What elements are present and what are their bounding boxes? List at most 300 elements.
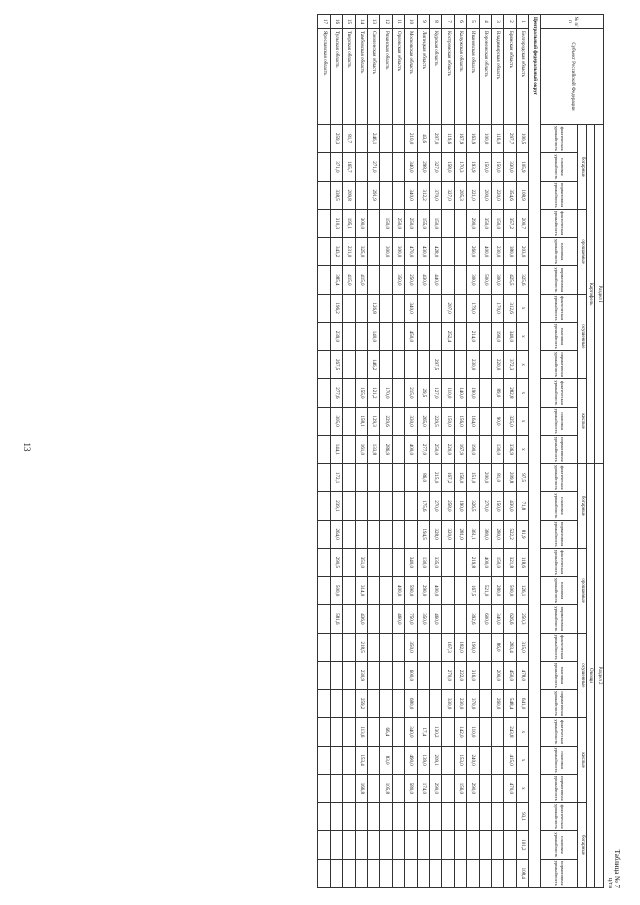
table-cell	[343, 379, 355, 407]
table-cell	[429, 294, 441, 322]
table-cell	[392, 633, 404, 661]
table-cell	[405, 464, 417, 492]
table-cell: 170,0	[380, 379, 392, 407]
table-cell	[417, 803, 429, 831]
table-cell	[479, 859, 491, 888]
table-cell: x	[516, 379, 528, 407]
row-number: 17	[318, 15, 330, 29]
header-group-kislye: кислые	[578, 718, 587, 803]
header-metric-plan: плановая урожайность	[541, 492, 578, 520]
table-cell: 215,0	[429, 464, 441, 492]
table-cell	[442, 238, 454, 266]
table-cell	[343, 718, 355, 746]
table-cell: 222,0	[454, 661, 466, 689]
row-number: 7	[442, 15, 454, 29]
table-cell: 175,6	[417, 492, 429, 520]
table-cell: 205,3	[454, 181, 466, 209]
header-no: № п/п	[541, 15, 604, 29]
rotated-document	[20, 12, 620, 892]
table-cell	[479, 831, 491, 859]
table-caption	[606, 850, 620, 888]
table-cell	[442, 774, 454, 802]
table-cell	[491, 803, 503, 831]
table-cell: 330,0	[405, 407, 417, 435]
table-cell: 127,0	[429, 379, 441, 407]
table-cell	[343, 633, 355, 661]
table-cell	[318, 181, 330, 209]
table-cell	[343, 464, 355, 492]
table-cell	[330, 774, 342, 802]
table-cell	[392, 153, 404, 181]
table-cell	[368, 238, 380, 266]
row-subject: Орловская область	[392, 29, 404, 125]
table-cell	[380, 266, 392, 294]
table-cell: 110,0	[442, 379, 454, 407]
header-metric-fakt: фактическая урожайность	[541, 379, 578, 407]
table-cell: 470,0	[504, 774, 516, 802]
table-cell: 113,6	[355, 718, 367, 746]
table-cell: 490,0	[405, 746, 417, 774]
row-number: 1	[516, 15, 528, 29]
header-metric-plan: плановая урожайность	[541, 661, 578, 689]
table-cell: 246,1	[368, 125, 380, 153]
table-cell	[429, 831, 441, 859]
table-row	[417, 15, 429, 888]
table-cell	[454, 351, 466, 379]
table-cell: 641,0	[516, 690, 528, 718]
table-cell: 126,1	[516, 577, 528, 605]
table-cell	[442, 605, 454, 633]
row-subject: Брянская область	[504, 29, 516, 125]
table-cell	[355, 153, 367, 181]
table-cell	[392, 435, 404, 463]
table-cell: 415,0	[343, 266, 355, 294]
table-cell	[479, 322, 491, 350]
table-cell	[368, 774, 380, 802]
table-cell: 400,0	[479, 238, 491, 266]
row-subject: Тверская область	[343, 29, 355, 125]
table-cell: 81,7	[343, 125, 355, 153]
table-cell	[442, 266, 454, 294]
table-cell: 214,0	[467, 322, 479, 350]
table-cell: 150,0	[491, 153, 503, 181]
table-cell: 156,0	[454, 464, 466, 492]
header-metric-norm: нормативная урожайность	[541, 774, 578, 802]
table-cell	[355, 351, 367, 379]
table-cell: 190,0	[454, 492, 466, 520]
table-cell	[392, 690, 404, 718]
table-cell	[392, 181, 404, 209]
table-cell: 250,0	[405, 209, 417, 237]
table-cell: 312,2	[417, 181, 429, 209]
table-cell: 100,0	[479, 125, 491, 153]
table-cell: 522,2	[504, 520, 516, 548]
table-cell: 478,0	[516, 661, 528, 689]
table-cell: 425,5	[504, 266, 516, 294]
table-cell	[355, 322, 367, 350]
table-cell	[368, 492, 380, 520]
table-row	[429, 15, 441, 888]
table-cell	[479, 351, 491, 379]
table-row	[355, 15, 367, 888]
table-cell	[380, 661, 392, 689]
header-group-oroshaemye: орошаемые	[578, 209, 587, 294]
table-cell	[355, 181, 367, 209]
table-cell	[392, 774, 404, 802]
table-cell: 340,0	[405, 181, 417, 209]
table-cell: 29,5	[417, 379, 429, 407]
table-row	[442, 15, 454, 888]
table-row	[467, 15, 479, 888]
table-cell	[368, 464, 380, 492]
table-cell: 271,0	[368, 153, 380, 181]
table-cell	[479, 435, 491, 463]
header-metric-plan: плановая урожайность	[541, 577, 578, 605]
table-cell: 209,8	[504, 464, 516, 492]
header-metric-fakt: фактическая урожайность	[541, 294, 578, 322]
table-cell: 300,0	[392, 238, 404, 266]
table-cell	[405, 492, 417, 520]
table-cell: 310,3	[330, 209, 342, 237]
table-cell	[368, 690, 380, 718]
table-row	[491, 15, 503, 888]
page-number: 13	[22, 442, 32, 452]
table-cell: 97,5	[516, 464, 528, 492]
row-number: 16	[330, 15, 342, 29]
row-subject: Рязанская область	[380, 29, 392, 125]
table-cell	[417, 859, 429, 888]
table-cell	[355, 125, 367, 153]
table-cell	[504, 859, 516, 888]
table-row	[380, 15, 392, 888]
table-cell: 196,2	[330, 294, 342, 322]
table-cell: 158,1	[355, 407, 367, 435]
table-cell	[491, 774, 503, 802]
table-cell: 350,0	[417, 605, 429, 633]
table-cell	[417, 294, 429, 322]
table-cell: 328,0	[429, 520, 441, 548]
table-cell: 440,0	[429, 266, 441, 294]
table-cell	[417, 633, 429, 661]
table-cell	[330, 803, 342, 831]
table-cell: 158,0	[442, 153, 454, 181]
table-cell: 167,9	[454, 435, 466, 463]
table-row	[479, 15, 491, 888]
row-subject: Тамбовская область	[355, 29, 367, 125]
table-row	[516, 15, 528, 888]
table-cell: 250,0	[429, 435, 441, 463]
table-cell: 252,4	[442, 322, 454, 350]
table-cell	[392, 379, 404, 407]
table-cell	[405, 859, 417, 888]
row-number: 5	[467, 15, 479, 29]
table-cell	[318, 859, 330, 888]
table-cell	[355, 520, 367, 548]
table-cell: 325,0	[504, 407, 516, 435]
table-cell: 101,2	[516, 831, 528, 859]
table-cell: 118,6	[516, 548, 528, 576]
table-cell: 17,4	[417, 718, 429, 746]
table-cell: 153,4	[355, 746, 367, 774]
table-cell: 370,0	[467, 690, 479, 718]
header-metric-fakt: фактическая урожайность	[541, 633, 578, 661]
table-cell: 229,5	[429, 407, 441, 435]
table-cell: 86,0	[491, 633, 503, 661]
table-cell: 140,0	[368, 322, 380, 350]
header-razdel1: Раздел I	[595, 125, 604, 464]
table-cell: 470,0	[405, 238, 417, 266]
table-cell	[454, 605, 466, 633]
table-cell	[454, 266, 466, 294]
table-cell	[491, 746, 503, 774]
table-cell: 300,0	[380, 238, 392, 266]
table-cell	[380, 690, 392, 718]
header-group-osushennye: осушенные	[578, 633, 587, 718]
table-cell	[380, 351, 392, 379]
table-cell: 193,9	[467, 153, 479, 181]
table-cell: 460,0	[392, 605, 404, 633]
table-cell: 450,0	[405, 322, 417, 350]
table-cell: 71,8	[516, 492, 528, 520]
table-cell: 428,0	[429, 238, 441, 266]
table-cell: 400,0	[479, 548, 491, 576]
table-cell: 130,0	[417, 548, 429, 576]
table-cell	[318, 746, 330, 774]
table-cell: 230,0	[467, 351, 479, 379]
table-cell	[343, 520, 355, 548]
table-cell: 163,9	[467, 125, 479, 153]
table-cell	[368, 859, 380, 888]
table-cell: 626,6	[504, 605, 516, 633]
table-cell: 283,4	[504, 633, 516, 661]
table-cell	[442, 351, 454, 379]
table-body	[318, 15, 541, 888]
table-cell: 357,2	[504, 209, 516, 237]
table-cell: 155,0	[355, 379, 367, 407]
table-cell	[318, 774, 330, 802]
table-cell: 221,0	[467, 181, 479, 209]
table-cell: 239,0	[330, 322, 342, 350]
table-cell	[429, 661, 441, 689]
table-cell: 297,7	[504, 125, 516, 153]
table-cell: 361,1	[467, 520, 479, 548]
table-cell: 167,2	[442, 464, 454, 492]
header-kartofel: Картофель	[587, 125, 596, 464]
table-cell: 105,9	[516, 153, 528, 181]
table-cell: 86,0	[417, 464, 429, 492]
table-cell	[380, 803, 392, 831]
table-cell	[330, 661, 342, 689]
table-cell: 229,6	[380, 407, 392, 435]
table-cell: 270,0	[442, 661, 454, 689]
row-number: 12	[380, 15, 392, 29]
table-cell	[454, 322, 466, 350]
table-cell: 312,6	[504, 294, 516, 322]
table-cell: 139,0	[417, 746, 429, 774]
table-cell	[380, 859, 392, 888]
table-cell: 385,4	[330, 266, 342, 294]
table-cell	[343, 351, 355, 379]
table-cell: 215,0	[405, 379, 417, 407]
table-cell: 231,0	[343, 238, 355, 266]
table-cell: 190,0	[467, 633, 479, 661]
table-cell: 156,0	[454, 774, 466, 802]
table-cell	[343, 803, 355, 831]
table-cell	[343, 435, 355, 463]
table-cell	[368, 661, 380, 689]
table-cell: 320,0	[442, 520, 454, 548]
table-cell	[343, 605, 355, 633]
table-cell	[318, 209, 330, 237]
table-cell: 436,0	[355, 605, 367, 633]
header-metric-norm: нормативная урожайность	[541, 435, 578, 463]
table-cell	[479, 803, 491, 831]
table-cell: 219,8	[467, 548, 479, 576]
table-cell: 500,0	[330, 577, 342, 605]
table-cell	[318, 520, 330, 548]
table-cell	[442, 803, 454, 831]
table-cell: 305,0	[330, 407, 342, 435]
table-cell	[429, 690, 441, 718]
table-cell: 81,9	[516, 520, 528, 548]
table-cell: 121,2	[368, 379, 380, 407]
table-cell	[318, 125, 330, 153]
table-cell: 190,0	[467, 435, 479, 463]
table-cell	[318, 238, 330, 266]
table-row	[504, 15, 516, 888]
table-cell: 108,9	[516, 181, 528, 209]
row-number: 6	[454, 15, 466, 29]
table-cell: 250,3	[516, 605, 528, 633]
row-subject: Воронежская область	[479, 29, 491, 125]
table-cell	[318, 294, 330, 322]
table-cell	[343, 774, 355, 802]
table-cell	[467, 859, 479, 888]
table-cell	[330, 718, 342, 746]
row-number: 15	[343, 15, 355, 29]
table-row	[330, 15, 342, 888]
table-cell: 172,1	[330, 464, 342, 492]
table-cell: 167,9	[454, 125, 466, 153]
table-cell: 182,0	[454, 633, 466, 661]
table-cell	[479, 661, 491, 689]
table-cell: 140,0	[454, 379, 466, 407]
table-cell	[318, 464, 330, 492]
table-cell	[318, 435, 330, 463]
table-cell	[454, 803, 466, 831]
table-cell: 580,0	[405, 774, 417, 802]
table-cell: 321,8	[504, 548, 516, 576]
table-cell: х	[516, 351, 528, 379]
table-cell	[392, 859, 404, 888]
table-row	[454, 15, 466, 888]
table-row	[343, 15, 355, 888]
table-cell: 460,0	[429, 605, 441, 633]
table-cell: 230,0	[454, 690, 466, 718]
table-cell: 151,0	[467, 464, 479, 492]
table-cell: 146,2	[368, 351, 380, 379]
table-cell	[343, 690, 355, 718]
table-cell: 300,0	[467, 266, 479, 294]
table-cell: 340,0	[405, 153, 417, 181]
table-cell: 150,0	[429, 209, 441, 237]
table-cell: 280,0	[491, 520, 503, 548]
table-cell: 450,0	[504, 661, 516, 689]
table-cell	[417, 661, 429, 689]
table-cell: 190,0	[467, 379, 479, 407]
table-cell: 144,1	[330, 435, 342, 463]
table-cell: 167,3	[442, 633, 454, 661]
table-cell	[479, 746, 491, 774]
table-cell	[479, 718, 491, 746]
table-cell: 315,0	[516, 633, 528, 661]
table-cell	[368, 633, 380, 661]
table-cell	[318, 661, 330, 689]
table-cell	[479, 774, 491, 802]
table-cell: 290,0	[429, 774, 441, 802]
row-number: 13	[368, 15, 380, 29]
table-cell	[405, 351, 417, 379]
table-cell: 400,0	[405, 435, 417, 463]
table-cell: 286,9	[380, 435, 392, 463]
table-cell	[392, 746, 404, 774]
table-cell	[343, 577, 355, 605]
table-cell: 290,0	[467, 774, 479, 802]
table-cell: 209,1	[429, 746, 441, 774]
table-cell	[491, 831, 503, 859]
table-cell	[368, 718, 380, 746]
table-cell	[504, 831, 516, 859]
table-row	[318, 15, 330, 888]
table-cell: 142,0	[454, 718, 466, 746]
table-cell: 430,0	[417, 266, 429, 294]
table-cell: 150,0	[380, 209, 392, 237]
table-cell	[343, 322, 355, 350]
table-cell: 130,2	[429, 718, 441, 746]
table-cell	[368, 266, 380, 294]
table-cell: х	[516, 407, 528, 435]
header-metric-norm: нормативная урожайность	[541, 605, 578, 633]
row-number: 11	[392, 15, 404, 29]
table-cell	[318, 831, 330, 859]
table-cell: 155,0	[417, 209, 429, 237]
table-cell: 300,0	[491, 266, 503, 294]
table-cell	[392, 520, 404, 548]
table-cell: 170,0	[491, 294, 503, 322]
table-cell	[368, 605, 380, 633]
table-cell	[454, 859, 466, 888]
table-cell	[330, 859, 342, 888]
table-cell: 167,5	[467, 577, 479, 605]
table-cell: 430,0	[504, 492, 516, 520]
table-cell	[454, 294, 466, 322]
table-cell: 270,0	[479, 492, 491, 520]
table-cell	[343, 831, 355, 859]
row-subject: Липецкая область	[417, 29, 429, 125]
row-subject: Владимирская область	[491, 29, 503, 125]
table-cell	[380, 831, 392, 859]
table-cell: 415,0	[355, 266, 367, 294]
table-cell: 83,0	[380, 746, 392, 774]
table-cell: 100,5	[516, 125, 528, 153]
table-cell: 153,0	[454, 746, 466, 774]
table-cell: 350,0	[392, 266, 404, 294]
table-cell: 281,0	[454, 520, 466, 548]
table-cell	[429, 803, 441, 831]
table-cell: 126,8	[368, 294, 380, 322]
row-subject: Калужская область	[454, 29, 466, 125]
table-cell: 327,0	[429, 153, 441, 181]
